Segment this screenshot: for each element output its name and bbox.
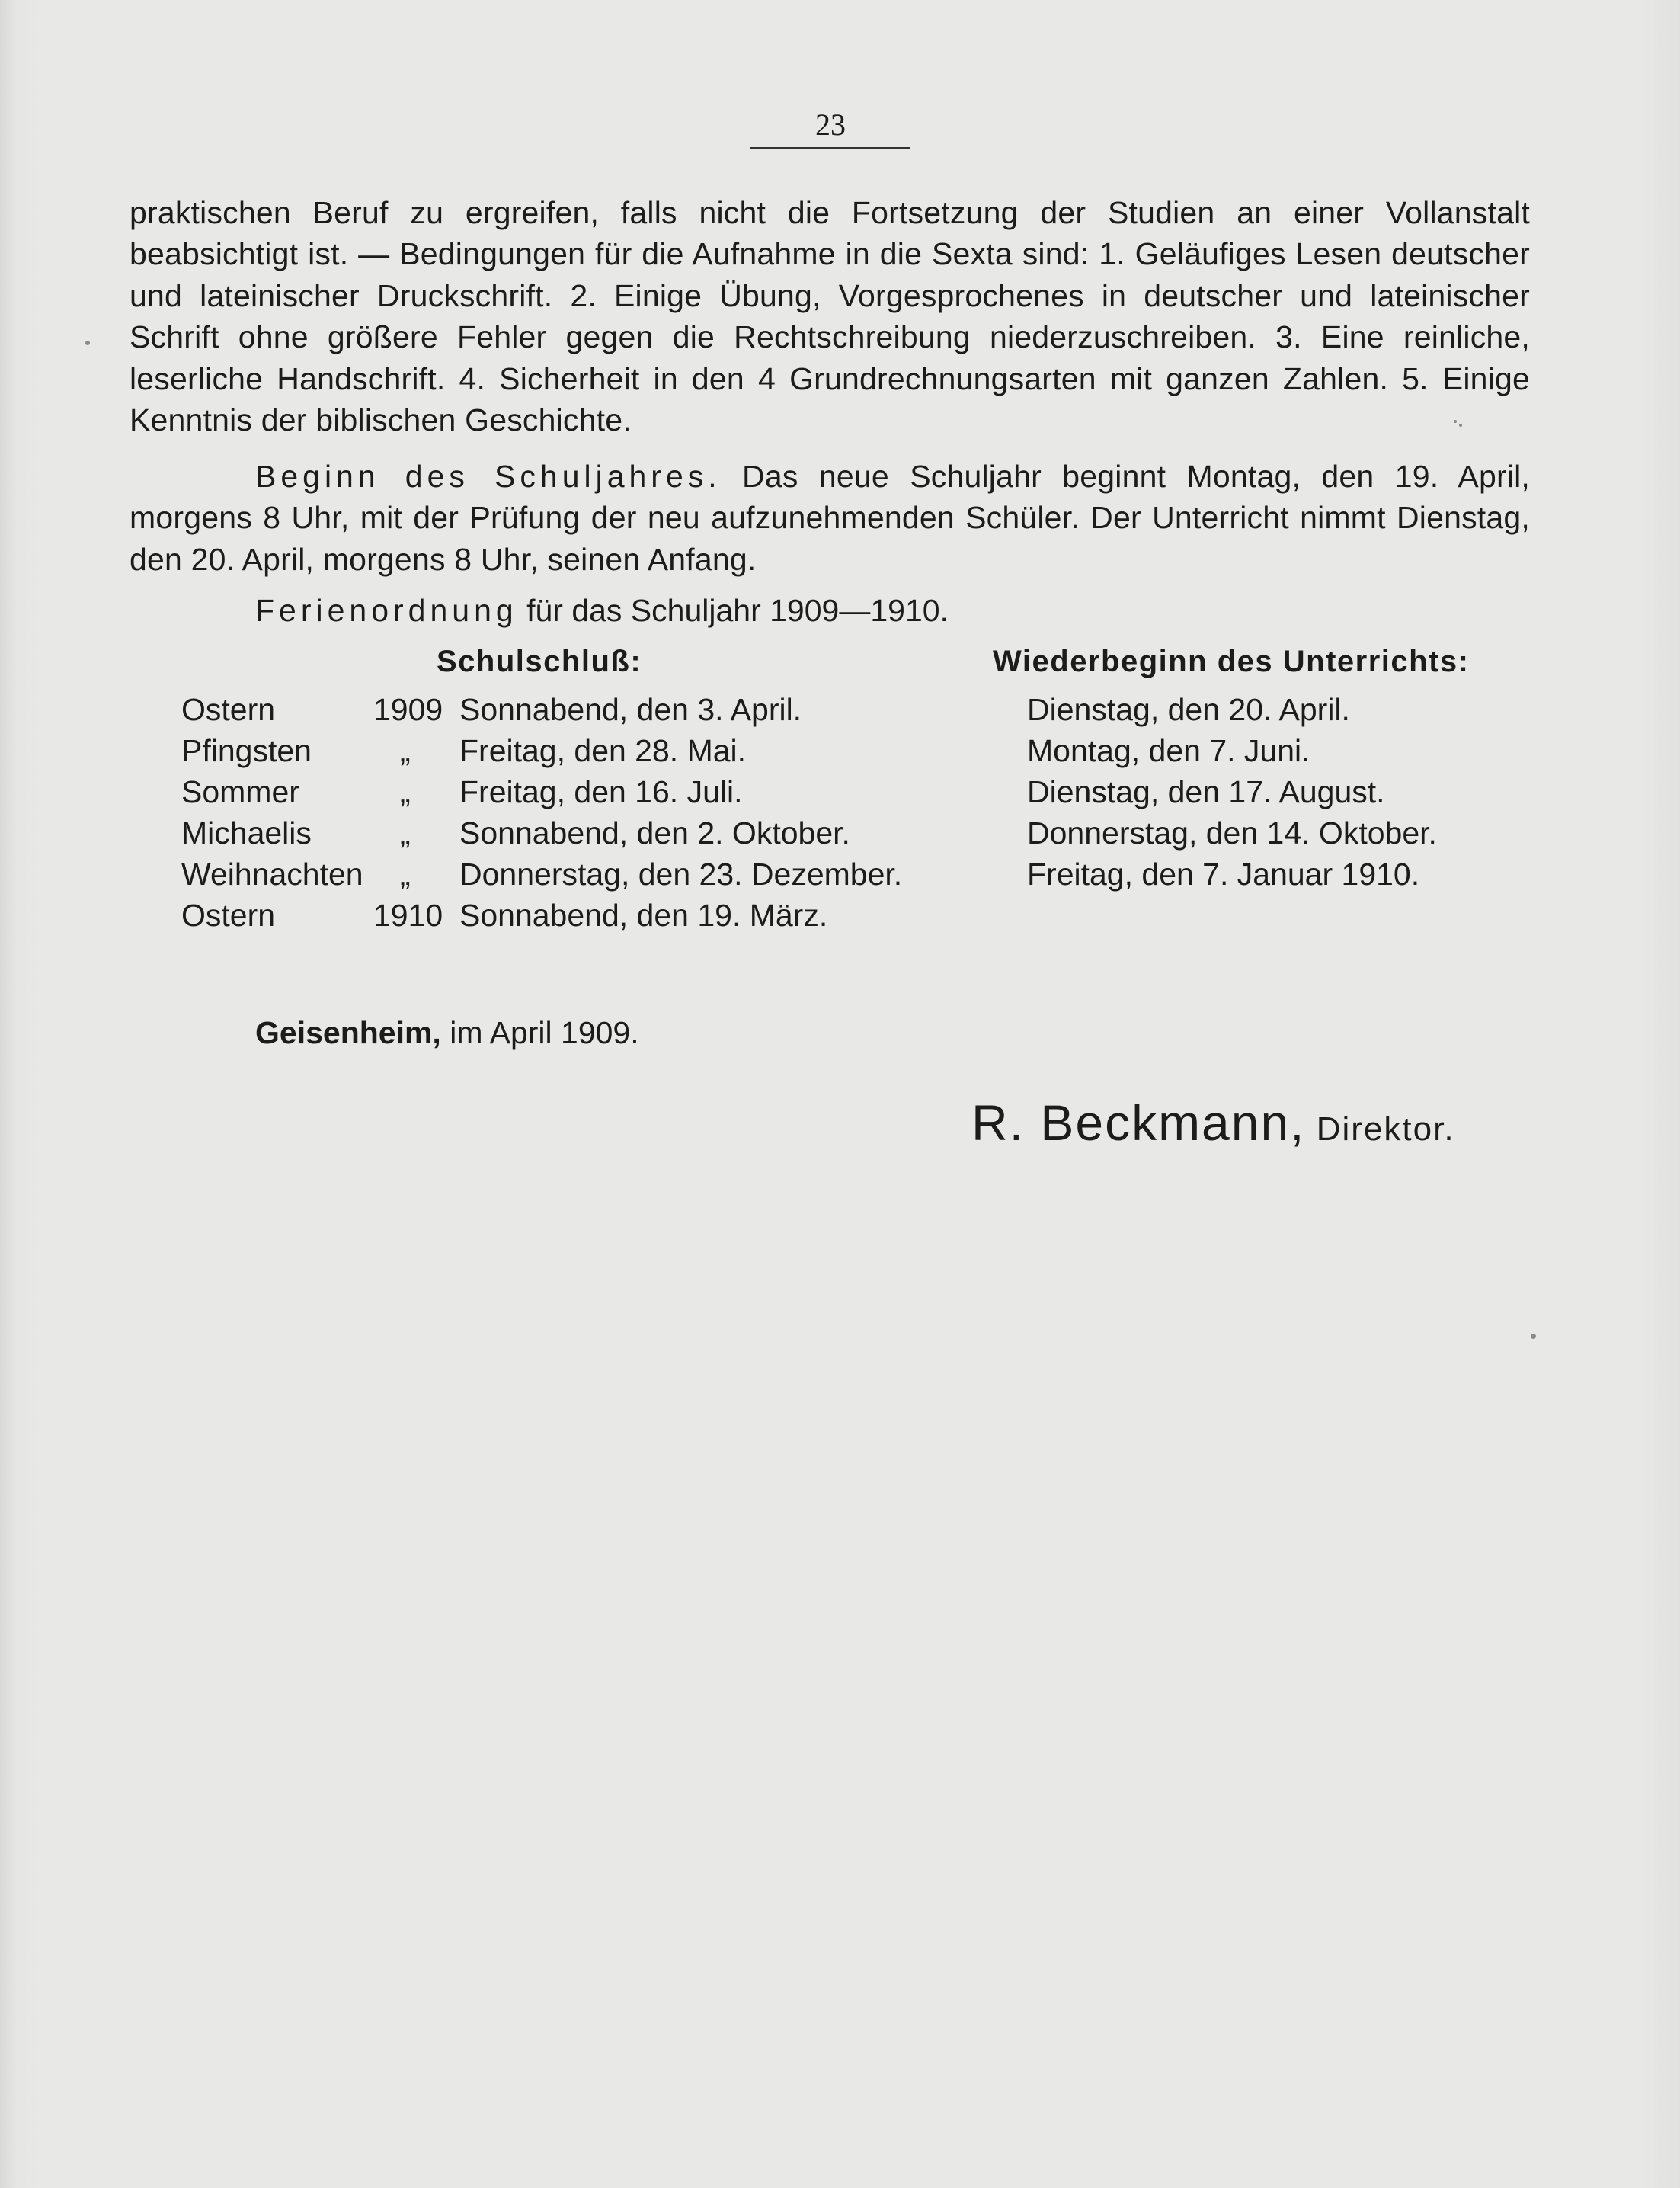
table-row — [0, 898, 1680, 939]
holiday-name: Sommer — [181, 774, 299, 809]
holiday-year-ditto: „ — [400, 815, 411, 851]
school-close-date: Sonnabend, den 3. April. — [459, 692, 802, 727]
holiday-year: 1910 — [373, 898, 443, 933]
school-resume-date: Montag, den 7. Juni. — [1027, 733, 1310, 768]
holiday-name: Michaelis — [181, 815, 312, 851]
column-header-school-close: Schulschluß: — [437, 645, 642, 678]
school-close-date: Donnerstag, den 23. Dezember. — [459, 857, 903, 892]
school-year-text: Das neue Schuljahr beginnt Montag, den 19. April, morgens 8 Uhr, mit der Prüfung der neu aufzunehmenden Schüler. Der Unterricht nimmt Dienstag, den 20. April, morgens 8 Uhr, seinen Anfang. — [130, 459, 1531, 577]
table-row — [0, 857, 1680, 898]
holiday-name: Weihnachten — [181, 857, 363, 892]
holiday-schedule-table — [0, 692, 1680, 939]
school-close-date: Sonnabend, den 2. Oktober. — [459, 815, 850, 851]
admission-requirements-paragraph: praktischen Beruf zu ergreifen, falls nicht die Fortsetzung der Studien an einer Vollanstalt beabsichtigt ist. — Bedingungen für die Aufnahme in die Sexta sind: 1. Geläufiges Lesen deutscher und lateinischer Druckschrift. 2. Einige Übung, Vorgesprochenes in deutscher und lateinischer Schrift ohne größere Fehler gegen die Rechtschreibung niederzuschreiben. 3. Eine reinliche, leserliche Handschrift. 4. Sicherheit in den 4 Grundrechnungsarten mit ganzen Zahlen. 5. Einige Kenntnis der biblischen Geschichte. — [130, 195, 1530, 438]
school-resume-date: Dienstag, den 17. August. — [1027, 774, 1385, 809]
paper-speck — [1531, 1334, 1536, 1339]
signature-name: R. Beckmann, — [971, 1094, 1306, 1151]
holiday-name: Ostern — [181, 898, 276, 933]
holiday-year-ditto: „ — [400, 733, 411, 768]
school-year-heading: Beginn des Schuljahres. — [255, 459, 722, 494]
school-year-paragraph — [130, 456, 1530, 580]
school-close-date: Sonnabend, den 19. März. — [459, 898, 828, 933]
signature-title: Direktor. — [1305, 1110, 1455, 1148]
holiday-year: 1909 — [373, 692, 443, 727]
table-row — [0, 733, 1680, 774]
holiday-name: Ostern — [181, 692, 276, 727]
holiday-schedule-title — [255, 590, 949, 631]
school-resume-date: Freitag, den 7. Januar 1910. — [1027, 857, 1420, 892]
holiday-schedule-heading-rest: für das Schuljahr 1909—1910. — [517, 593, 949, 628]
paper-speck — [85, 341, 90, 345]
signature-block — [971, 1094, 1455, 1152]
school-resume-date: Dienstag, den 20. April. — [1027, 692, 1350, 727]
table-row — [0, 815, 1680, 857]
table-row — [0, 692, 1680, 733]
table-row — [0, 774, 1680, 815]
date-text: im April 1909. — [440, 1015, 639, 1050]
holiday-schedule-heading: Ferienordnung — [255, 593, 518, 628]
school-close-date: Freitag, den 28. Mai. — [459, 733, 747, 768]
place-and-date — [255, 1015, 639, 1051]
page-number: 23 — [750, 107, 910, 149]
holiday-year-ditto: „ — [400, 774, 411, 809]
paper-speck — [1459, 424, 1462, 427]
school-resume-date: Donnerstag, den 14. Oktober. — [1027, 815, 1437, 851]
holiday-year-ditto: „ — [400, 857, 411, 892]
place-name: Geisenheim, — [255, 1015, 441, 1050]
column-header-school-resume: Wiederbeginn des Unterrichts: — [993, 645, 1470, 678]
holiday-name: Pfingsten — [181, 733, 312, 768]
paper-speck — [1454, 420, 1457, 423]
school-close-date: Freitag, den 16. Juli. — [459, 774, 743, 809]
